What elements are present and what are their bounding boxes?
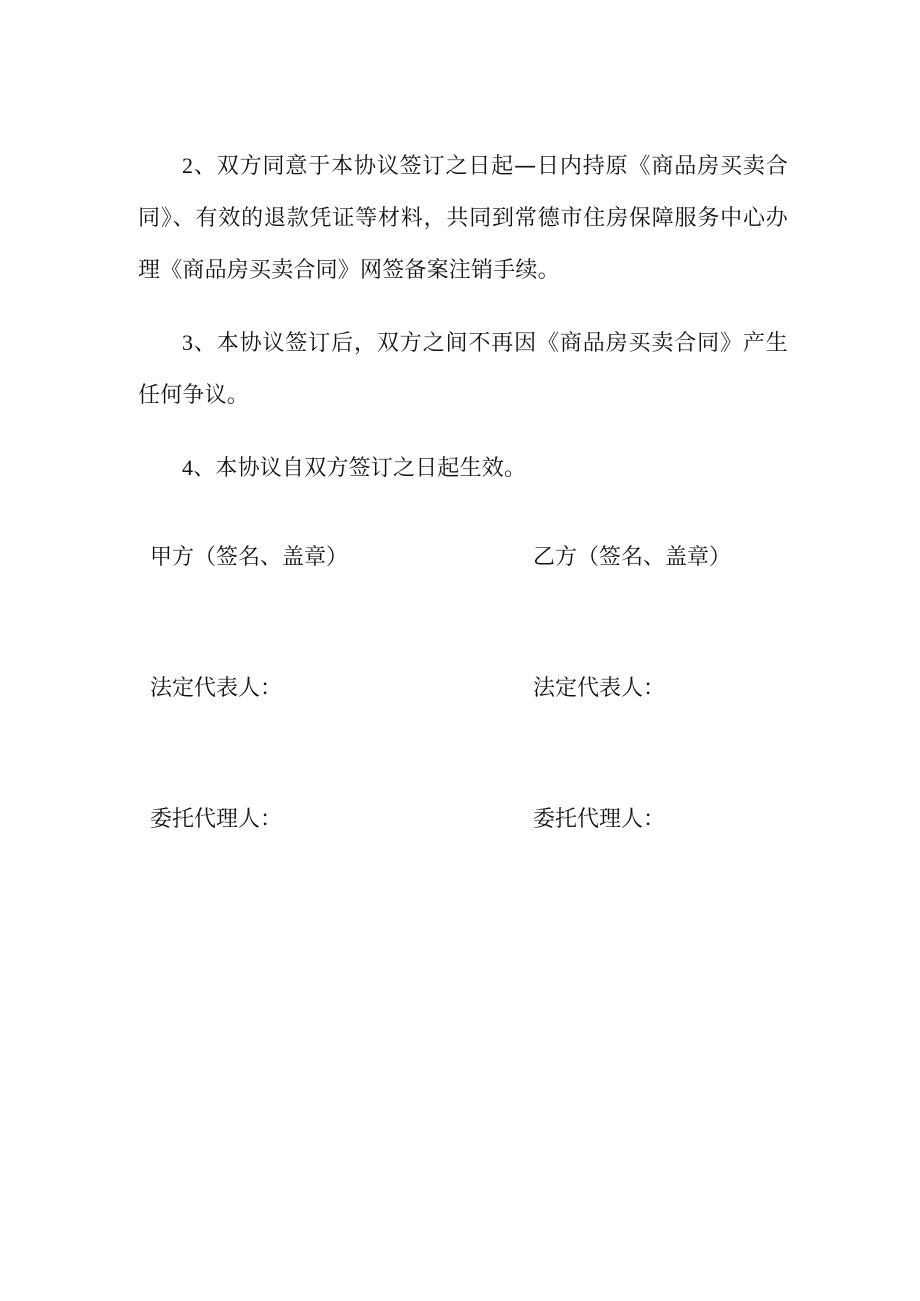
clause-2 [138,140,788,297]
clause-text: 、双方同意于本协议签订之日起—日内持原《商品房买卖合同》、有效的退款凭证等材料，共同到常德市住房保障服务中心办理《商品房买卖合同》网签备案注销手续。 [138,154,788,283]
party-b-agent-label: 委托代理人： [533,807,666,832]
signature-row-sign [150,538,790,669]
signature-block [150,538,790,931]
signature-row-legal-rep [150,669,790,800]
clause-text: 、本协议自双方签订之日起生效。 [193,456,527,481]
clause-4 [138,442,788,495]
party-b-sign-label: 乙方（签名、盖章） [533,545,732,570]
agreement-clauses [138,140,788,515]
clause-number: 4 [182,455,194,480]
clause-3 [138,317,788,422]
party-b-legal-rep-label: 法定代表人： [533,676,666,701]
party-a-agent-label: 委托代理人： [150,807,283,832]
clause-text: 、本协议签订后，双方之间不再因《商品房买卖合同》产生任何争议。 [138,331,788,408]
party-a-sign-label: 甲方（签名、盖章） [150,545,349,570]
party-a-legal-rep-label: 法定代表人： [150,676,283,701]
clause-number: 3 [182,330,194,355]
clause-number: 2 [182,153,194,178]
signature-row-agent [150,800,790,931]
